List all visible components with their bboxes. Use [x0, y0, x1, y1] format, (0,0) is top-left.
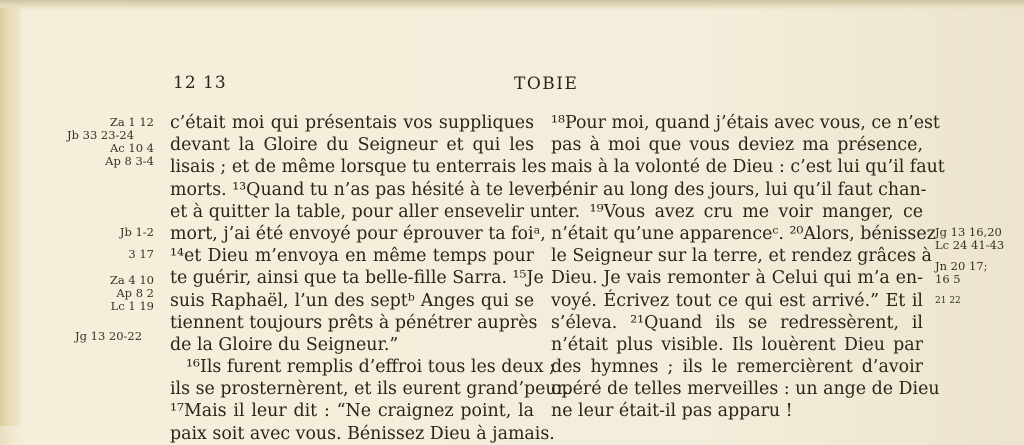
page-top-shadow [0, 0, 1024, 10]
book-title: TOBIE [514, 74, 579, 94]
text-line: c’était moi qui présentais vos suppliques [170, 113, 534, 133]
margin-ref-left: Ac 10 4 [109, 141, 154, 155]
text-line: devant la Gloire du Seigneur et qui les [170, 135, 534, 156]
margin-ref-left: Jb 1-2 [119, 225, 154, 239]
margin-ref-left: Za 1 12 [109, 115, 154, 129]
margin-ref-right: 16 5 [935, 272, 961, 286]
margin-ref-left: Ap 8 2 [116, 286, 154, 300]
text-line: de la Gloire du Seigneur.” [170, 334, 399, 355]
text-line: ¹⁷Mais il leur dit : “Ne craignez point, la [170, 401, 534, 422]
margin-ref-left: Jb 33 23-24 [67, 128, 135, 142]
text-line: s’éleva. ²¹Quand ils se redressèrent, il [551, 312, 923, 333]
text-line: ¹⁴et Dieu m’envoya en même temps pour [170, 246, 534, 267]
text-line: mais à la volonté de Dieu : c’est lui qu’il faut [551, 157, 945, 178]
text-line: le Seigneur sur la terre, et rendez grâces à [551, 246, 932, 267]
text-line: voyé. Écrivez tout ce qui est arrivé.” Et il [551, 290, 923, 311]
text-line: morts. ¹³Quand tu n’as pas hésité à te lever, [170, 179, 557, 200]
text-line: suis Raphaël, l’un des septᵇ Anges qui se [170, 290, 534, 311]
text-line: ils se prosternèrent, et ils eurent grand’peur. [170, 379, 569, 400]
page-binding-edge [0, 0, 20, 426]
margin-ref-right: Jg 13 16,20 [935, 225, 1002, 239]
text-line: te guérir, ainsi que ta belle-fille Sarra. ¹⁵Je [170, 268, 544, 289]
margin-ref-left: Ap 8 3-4 [105, 154, 154, 168]
text-line: des hymnes ; ils le remercièrent d’avoir [551, 357, 923, 378]
text-line: paix soit avec vous. Bénissez Dieu à jamais. [170, 423, 555, 444]
text-line: Dieu. Je vais remonter à Celui qui m’a en- [551, 268, 923, 289]
text-line: ter. ¹⁹Vous avez cru me voir manger, ce [551, 201, 923, 222]
text-line: ¹⁶Ils furent remplis d’effroi tous les deux ; [186, 357, 556, 378]
margin-ref-left: 3 17 [128, 247, 154, 261]
margin-ref-right: Lc 24 41-43 [935, 238, 1005, 252]
text-line: et à quitter la table, pour aller ensevelir un [170, 201, 553, 222]
margin-ref-right: Jn 20 17; [935, 259, 988, 273]
text-line: ¹⁸Pour moi, quand j’étais avec vous, ce n’est [551, 113, 940, 133]
text-line: lisais ; et de même lorsque tu enterrais les [170, 157, 547, 178]
margin-ref-left: Za 4 10 [109, 273, 154, 287]
chapter-numbers: 12 13 [173, 73, 227, 93]
text-line: pas à moi que vous deviez ma présence, [551, 135, 923, 156]
text-line: ne leur était-il pas apparu ! [551, 401, 793, 422]
text-line: n’était qu’une apparenceᶜ. ²⁰Alors, bénissez [551, 223, 936, 244]
margin-ref-left: Jg 13 20-22 [75, 329, 143, 343]
left-text-column [170, 112, 569, 445]
text-line: bénir au long des jours, lui qu’il faut chan- [551, 179, 927, 200]
margin-ref-right: 21 22 [935, 296, 961, 306]
margin-ref-left: Lc 1 19 [110, 299, 154, 313]
text-line: mort, j’ai été envoyé pour éprouver ta foiᵃ, [170, 223, 546, 244]
text-line: tiennent toujours prêts à pénétrer auprès [170, 312, 538, 333]
text-line: n’était plus visible. Ils louèrent Dieu par [551, 334, 923, 355]
text-line: opéré de telles merveilles : un ange de Dieu [551, 379, 940, 400]
right-text-column [551, 112, 945, 423]
